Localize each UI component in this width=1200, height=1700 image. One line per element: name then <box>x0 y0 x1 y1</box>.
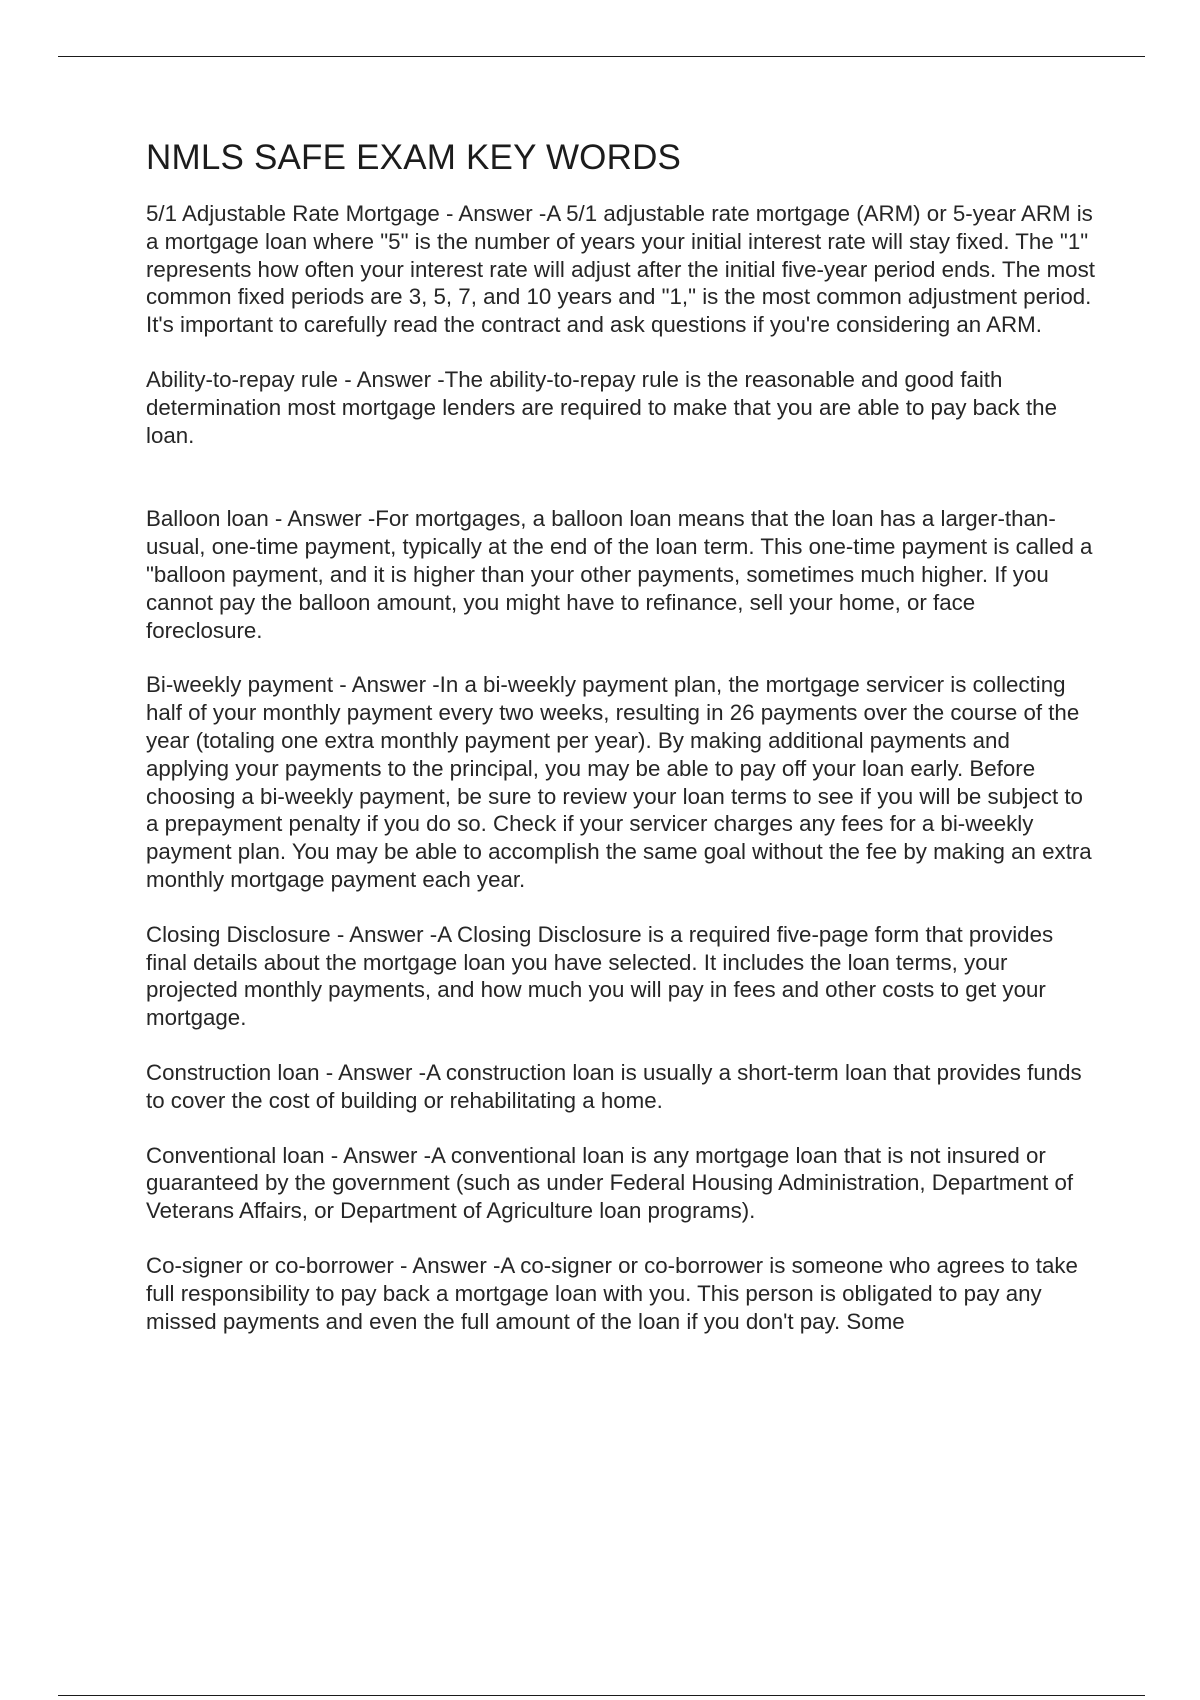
entry-closing-disclosure: Closing Disclosure - Answer -A Closing Disclosure is a required five-page form that provides final details about the mortgage loan you have selected. It includes the loan terms, your projected monthly payments, and how much you will pay in fees and other costs to get your mortgage. <box>146 921 1054 1031</box>
bottom-rule <box>58 1695 1145 1696</box>
entry-conventional-loan: Conventional loan - Answer -A conventional loan is any mortgage loan that is not insured or guaranteed by the government (such as under Federal Housing Administration, Department of Veterans Affairs, or Department of Agriculture loan programs). <box>146 1142 1074 1224</box>
entry-5-1-arm: 5/1 Adjustable Rate Mortgage - Answer -A 5/1 adjustable rate mortgage (ARM) or 5-year ARM is a mortgage loan where "5" is the number of years your initial interest rate will stay fixed. The "1" represents how often your interest rate will adjust after the initial five-year period ends. The most common fixed periods are 3, 5, 7, and 10 years and "1," is the most common adjustment period. It's important to carefully read the contract and ask questions if you're considering an ARM. <box>146 201 1095 338</box>
entry-co-signer: Co-signer or co-borrower - Answer -A co-signer or co-borrower is someone who agrees to take full responsibility to pay back a mortgage loan with you. This person is obligated to pay any missed payments and even the full amount of the loan if you don't pay. Some <box>146 1252 1078 1334</box>
entry-ability-to-repay: Ability-to-repay rule - Answer -The ability-to-repay rule is the reasonable and good faith determination most mortgage lenders are required to make that you are able to pay back the loan. <box>146 366 1057 448</box>
entry-balloon-loan: Balloon loan - Answer -For mortgages, a balloon loan means that the loan has a larger-than-usual, one-time payment, typically at the end of the loan term. This one-time payment is called a "balloon payment, and it is higher than your other payments, sometimes much higher. If you cannot pay the balloon amount, you might have to refinance, sell your home, or face foreclosure. <box>146 506 1093 643</box>
page-title: NMLS SAFE EXAM KEY WORDS <box>146 138 682 177</box>
entry-bi-weekly-payment: Bi-weekly payment - Answer -In a bi-weekly payment plan, the mortgage servicer is collecting half of your monthly payment every two weeks, resulting in 26 payments over the course of the year (totaling one extra monthly payment per year). By making additional payments and applying your payments to the principal, you may be able to pay off your loan early. Before choosing a bi-weekly payment, be sure to review your loan terms to see if you will be subject to a prepayment penalty if you do so. Check if your servicer charges any fees for a bi-weekly payment plan. You may be able to accomplish the same goal without the fee by making an extra monthly mortgage payment each year. <box>146 672 1092 892</box>
entry-construction-loan: Construction loan - Answer -A construction loan is usually a short-term loan that provides funds to cover the cost of building or rehabilitating a home. <box>146 1059 1082 1113</box>
top-rule <box>58 56 1145 57</box>
page-content <box>146 138 1096 1362</box>
